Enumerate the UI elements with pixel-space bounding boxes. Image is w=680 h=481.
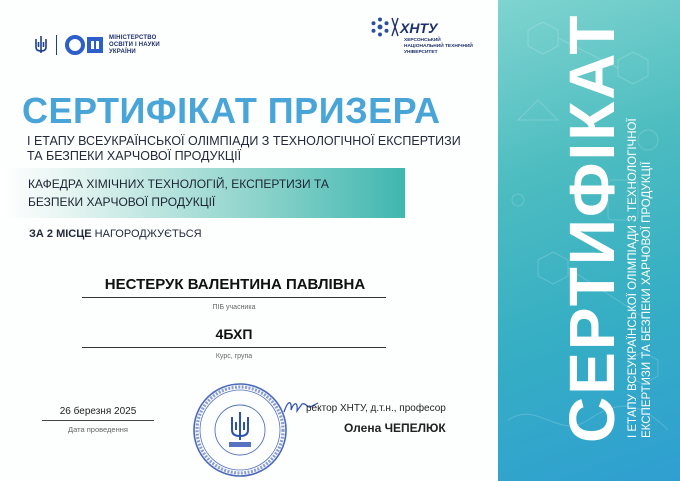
award-text: НАГОРОДЖУЄТЬСЯ [94,228,202,240]
trident-icon [34,35,48,55]
award-place: ЗА 2 МІСЦЕ [29,228,92,240]
group-underline [82,347,386,348]
group-caption: Курс, група [215,353,253,360]
university-name [404,38,494,56]
certificate-title: СЕРТИФІКАТ ПРИЗЕРА [22,90,441,131]
svg-text:ХНТУ: ХНТУ [400,20,438,36]
logo-divider [56,35,57,55]
ministry-logo [34,34,160,56]
band-subtitle: І ЕТАПУ ВСЕУКРАЇНСЬКОЇ ОЛІМПІАДИ З ТЕХНОЛОГІЧНОЇ ЕКСПЕРТИЗИ ТА БЕЗПЕКИ ХАРЧОВОЇ ПРОДУКЦІЇ [627,118,653,438]
date-caption: Дата проведення [68,425,128,434]
rector-position: ректор ХНТУ, д.т.н., професор [306,403,446,414]
participant-name: НЕСТЕРУК ВАЛЕНТИНА ПАВЛІВНА [104,276,366,293]
university-line-2: НАЦІОНАЛЬНИЙ ТЕХНІЧНИЙ [404,44,473,49]
official-seal-icon [190,380,290,480]
ministry-line-2: ОСВІТИ І НАУКИ [109,41,160,48]
university-logo [368,16,473,55]
ministry-line-1: МІНІСТЕРСТВО [109,34,157,41]
rector-name: Олена ЧЕПЕЛЮК [344,421,446,435]
band-title: СЕРТИФІКАТ [556,13,628,443]
side-band [498,0,680,481]
name-underline [82,297,386,298]
university-line-1: ХЕРСОНСЬКИЙ [404,38,441,43]
ministry-mark-icon [65,34,105,56]
olympiad-subtitle: І ЕТАПУ ВСЕУКРАЇНСЬКОЇ ОЛІМПІАДИ З ТЕХНОЛОГІЧНОЇ ЕКСПЕРТИЗИ ТА БЕЗПЕКИ ХАРЧОВОЇ ПРОДУКЦІЇ [27,134,461,163]
university-mark-icon [368,16,448,38]
university-line-3: УНІВЕРСИТЕТ [404,50,438,55]
ministry-name [109,35,160,56]
name-caption: ПІБ учасника [212,304,256,311]
ministry-line-3: УКРАЇНИ [109,48,136,55]
participant-group: 4БХП [215,326,253,342]
event-date: 26 березня 2025 [59,406,137,417]
date-underline [42,420,154,421]
award-line [29,228,202,240]
department-name: КАФЕДРА ХІМІЧНИХ ТЕХНОЛОГІЙ, ЕКСПЕРТИЗИ ТА БЕЗПЕКИ ХАРЧОВОЇ ПРОДУКЦІЇ [28,177,329,209]
